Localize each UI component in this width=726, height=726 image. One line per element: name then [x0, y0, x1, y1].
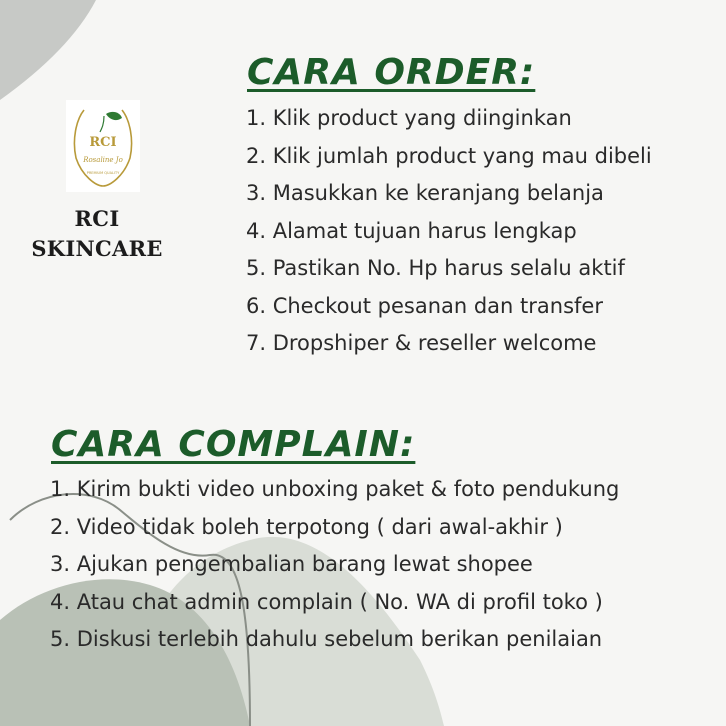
brand-name — [28, 204, 166, 264]
order-step: 5. Pastikan No. Hp harus selalu aktif — [246, 256, 625, 280]
order-step: 1. Klik product yang diinginkan — [246, 106, 572, 130]
complain-heading: CARA COMPLAIN: — [51, 424, 416, 465]
complain-step: 2. Video tidak boleh terpotong ( dari awal-akhir ) — [50, 514, 563, 539]
order-step: 6. Checkout pesanan dan transfer — [246, 293, 603, 318]
order-step: 7. Dropshiper & reseller welcome — [246, 331, 597, 355]
order-step: 2. Klik jumlah product yang mau dibeli — [246, 143, 652, 168]
order-steps-list — [246, 100, 652, 363]
order-step: 4. Alamat tujuan harus lengkap — [246, 218, 577, 243]
logo-script-text: Rosaline Jo — [83, 156, 123, 164]
logo-text: RCI — [89, 135, 117, 150]
order-step: 3. Masukkan ke keranjang belanja — [246, 181, 604, 205]
complain-step: 3. Ajukan pengembalian barang lewat shopee — [50, 552, 533, 576]
brand-name-line1: RCI — [74, 206, 120, 231]
complain-step: 1. Kirim bukti video unboxing paket & foto pendukung — [50, 477, 620, 501]
leaf-logo-icon — [66, 100, 140, 192]
logo-tagline: PREMIUM QUALITY — [86, 171, 120, 175]
complain-step: 5. Diskusi terlebih dahulu sebelum berikan penilaian — [50, 627, 603, 651]
brand-logo — [66, 100, 140, 192]
order-heading: CARA ORDER: — [247, 52, 536, 93]
complain-steps-list — [50, 471, 619, 659]
brand-name-line2: SKINCARE — [31, 236, 163, 261]
corner-shape-top-left — [0, 0, 96, 100]
complain-step: 4. Atau chat admin complain ( No. WA di profil toko ) — [50, 589, 603, 614]
